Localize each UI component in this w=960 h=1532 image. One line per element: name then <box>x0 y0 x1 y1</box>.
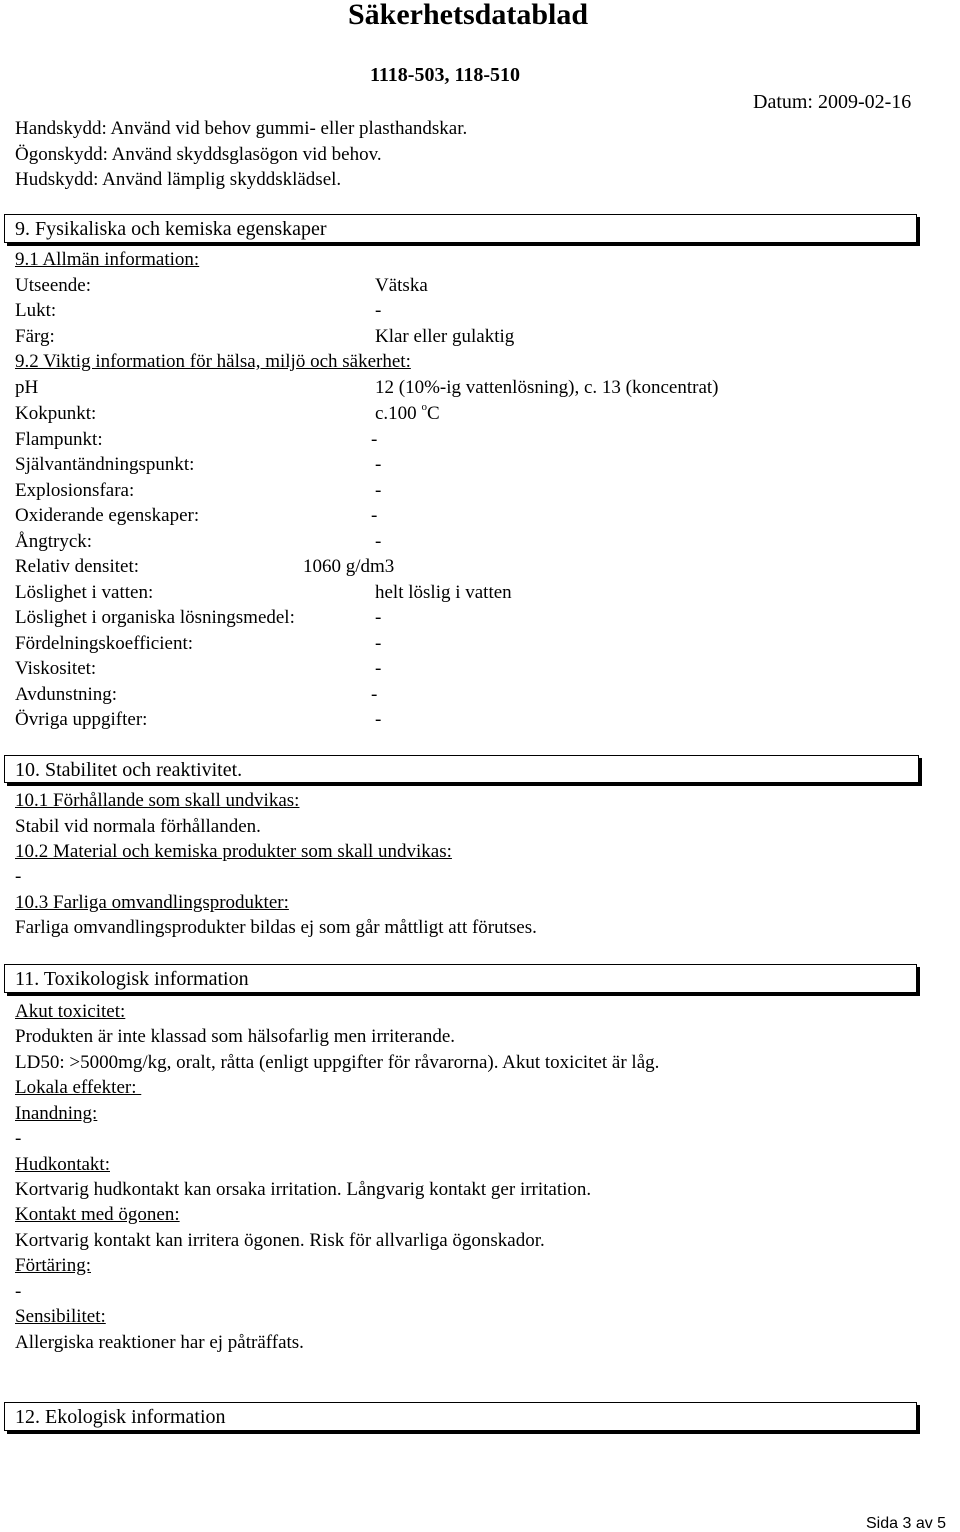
ingestion-text: - <box>15 1281 22 1302</box>
section-9-1-heading: 9.1 Allmän information: <box>15 249 200 270</box>
explosion-value: - <box>375 480 382 501</box>
viscosity-value: - <box>375 658 382 679</box>
explosion-label: Explosionsfara: <box>15 480 135 501</box>
flash-point-label: Flampunkt: <box>15 429 103 450</box>
vapor-pressure-value: - <box>375 531 382 552</box>
section-10-1-text: Stabil vid normala förhållanden. <box>15 816 261 837</box>
color-label: Färg: <box>15 326 55 347</box>
eye-contact-label: Kontakt med ögonen: <box>15 1204 180 1225</box>
ph-label: pH <box>15 377 39 398</box>
skin-contact-label: Hudkontakt: <box>15 1154 110 1175</box>
section-12-header <box>4 1402 917 1431</box>
section-10-3-text: Farliga omvandlingsprodukter bildas ej som går måttligt att förutses. <box>15 917 537 938</box>
ingestion-label: Förtäring: <box>15 1255 91 1276</box>
oxidizing-value: - <box>371 505 378 526</box>
section-12-title: 12. Ekologisk information <box>15 1406 226 1428</box>
color-value: Klar eller gulaktig <box>375 326 515 347</box>
appearance-label: Utseende: <box>15 275 91 296</box>
autoignition-value: - <box>375 454 382 475</box>
protection-eyes: Ögonskydd: Använd skyddsglasögon vid behov. <box>15 144 382 165</box>
appearance-value: Vätska <box>375 275 428 296</box>
section-10-title: 10. Stabilitet och reaktivitet. <box>15 759 243 781</box>
page-number: Sida 3 av 5 <box>866 1515 947 1532</box>
section-11-header <box>4 964 917 993</box>
other-info-label: Övriga uppgifter: <box>15 709 148 730</box>
inhalation-label: Inandning: <box>15 1103 98 1124</box>
boiling-point-value: c.100 $^o$C <box>375 401 440 424</box>
density-value: 1060 g/dm3 <box>303 556 395 577</box>
evaporation-label: Avdunstning: <box>15 684 118 705</box>
density-label: Relativ densitet: <box>15 556 140 577</box>
section-11-title: 11. Toxikologisk information <box>15 968 249 990</box>
skin-contact-text: Kortvarig hudkontakt kan orsaka irritation. Långvarig kontakt ger irritation. <box>15 1179 592 1200</box>
boiling-point-label: Kokpunkt: <box>15 403 97 424</box>
sensitization-text: Allergiska reaktioner har ej påträffats. <box>15 1332 304 1353</box>
section-10-3-heading: 10.3 Farliga omvandlingsprodukter: <box>15 892 289 913</box>
section-10-2-text: - <box>15 866 22 887</box>
section-9-title: 9. Fysikaliska och kemiska egenskaper <box>15 218 327 240</box>
odor-label: Lukt: <box>15 300 57 321</box>
section-10-header <box>4 755 919 783</box>
eye-contact-text: Kortvarig kontakt kan irritera ögonen. Risk för allvarliga ögonskador. <box>15 1230 545 1251</box>
protection-hands: Handskydd: Använd vid behov gummi- eller plasthandskar. <box>15 118 468 139</box>
section-10-2-heading: 10.2 Material och kemiska produkter som skall undvikas: <box>15 841 452 862</box>
organic-solubility-value: - <box>375 607 382 628</box>
organic-solubility-label: Löslighet i organiska lösningsmedel: <box>15 607 295 628</box>
autoignition-label: Självantändningspunkt: <box>15 454 195 475</box>
flash-point-value: - <box>371 429 378 450</box>
section-9-2-heading: 9.2 Viktig information för hälsa, miljö och säkerhet: <box>15 351 411 372</box>
acute-toxicity-label: Akut toxicitet: <box>15 1001 126 1022</box>
product-codes: 1118-503, 118-510 <box>370 64 521 86</box>
section-9-header <box>4 214 917 243</box>
vapor-pressure-label: Ångtryck: <box>15 531 93 552</box>
acute-toxicity-text-2: LD50: >5000mg/kg, oralt, råtta (enligt uppgifter för råvarorna). Akut toxicitet är låg. <box>15 1052 660 1073</box>
water-solubility-value: helt löslig i vatten <box>375 582 512 603</box>
odor-value: - <box>375 300 382 321</box>
evaporation-value: - <box>371 684 378 705</box>
inhalation-text: - <box>15 1128 22 1149</box>
section-10-1-heading: 10.1 Förhållande som skall undvikas: <box>15 790 300 811</box>
document-title: Säkerhetsdatablad <box>348 0 589 31</box>
document-date: Datum: 2009-02-16 <box>753 91 912 113</box>
partition-coefficient-value: - <box>375 633 382 654</box>
acute-toxicity-text-1: Produkten är inte klassad som hälsofarlig men irriterande. <box>15 1026 456 1047</box>
local-effects-label: Lokala effekter: <box>15 1077 142 1098</box>
other-info-value: - <box>375 709 382 730</box>
sensitization-label: Sensibilitet: <box>15 1306 106 1327</box>
oxidizing-label: Oxiderande egenskaper: <box>15 505 200 526</box>
protection-skin: Hudskydd: Använd lämplig skyddsklädsel. <box>15 169 342 190</box>
viscosity-label: Viskositet: <box>15 658 97 679</box>
partition-coefficient-label: Fördelningskoefficient: <box>15 633 194 654</box>
ph-value: 12 (10%-ig vattenlösning), c. 13 (koncentrat) <box>375 377 719 398</box>
water-solubility-label: Löslighet i vatten: <box>15 582 154 603</box>
